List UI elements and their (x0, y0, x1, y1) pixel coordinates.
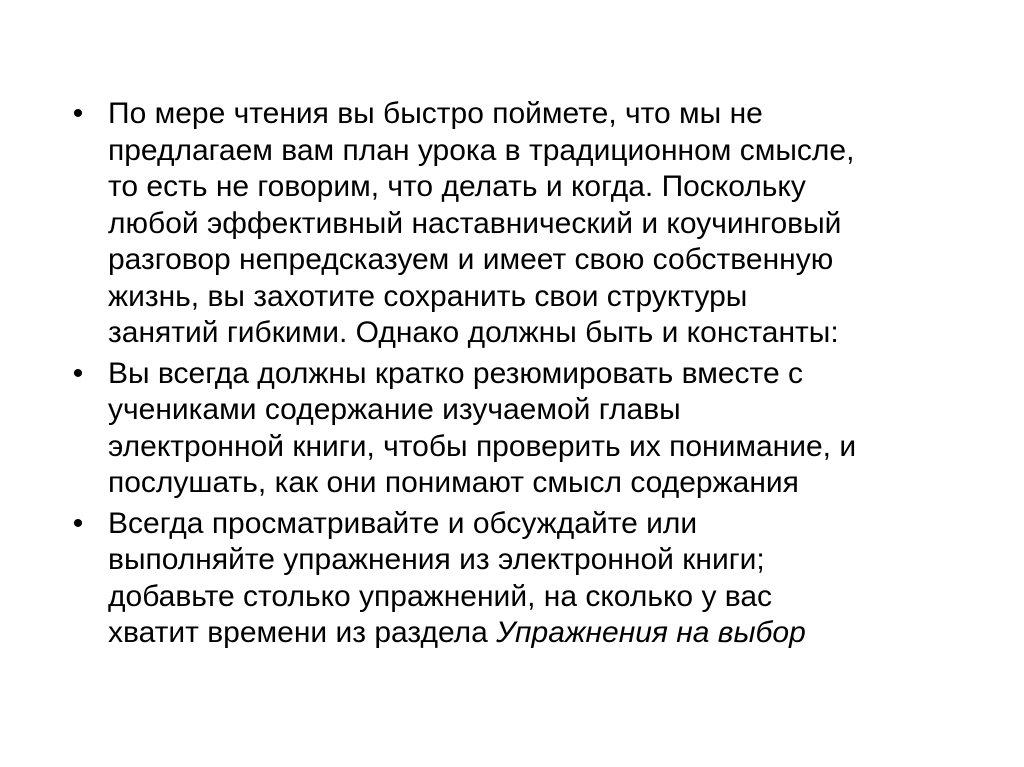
bullet-text (108, 506, 960, 652)
text-line: жизнь, вы захотите сохранить свои структуры (108, 279, 748, 313)
text-plain: хватит времени из раздела (108, 616, 497, 649)
bullet-icon: • (72, 356, 84, 390)
text-line: учениками содержание изучаемой главы (108, 393, 681, 426)
text-line: предлагаем вам план урока в традиционном смысле, (108, 133, 855, 167)
bullet-item-2 (60, 356, 960, 502)
text-line: Всегда просматривайте и обсуждайте или (108, 506, 698, 540)
text-line: По мере чтения вы быстро поймете, что мы не (108, 97, 763, 130)
bullet-icon: • (72, 97, 84, 130)
bullet-list (60, 96, 960, 656)
bullet-item-3 (60, 506, 960, 652)
text-italic-emphasis: Упражнения на выбор (496, 616, 806, 649)
text-line: то есть не говорим, что делать и когда. Поскольку (108, 170, 806, 203)
text-line: выполняйте упражнения из электронной книги; (108, 543, 765, 576)
bullet-text (108, 356, 960, 502)
text-line: электронной книги, чтобы проверить их понимание, и (108, 429, 857, 463)
text-line: любой эффективный наставнический и коучинговый (108, 206, 842, 240)
text-line: разговор непредсказуем и имеет свою собственную (108, 243, 834, 276)
bullet-item-1 (60, 96, 960, 352)
text-line: послушать, как они понимают смысл содержания (108, 466, 799, 499)
text-line: Вы всегда должны кратко резюмировать вместе с (108, 356, 803, 390)
text-line (108, 615, 960, 652)
text-line: занятий гибкими. Однако должны быть и константы: (108, 316, 839, 349)
text-line: добавьте столько упражнений, на сколько у вас (108, 579, 773, 613)
bullet-icon: • (72, 506, 84, 540)
bullet-text (108, 96, 960, 352)
